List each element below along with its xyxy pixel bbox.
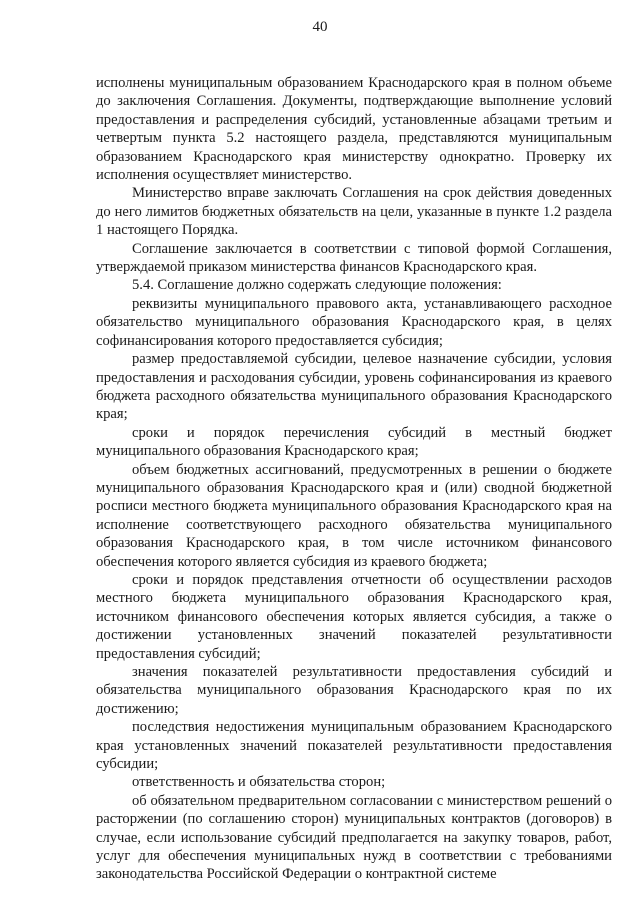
paragraph: Соглашение заключается в соответствии с типовой формой Соглашения, утверждаемой приказом министерства финансов Краснодарского края. [96, 240, 612, 276]
list-item: реквизиты муниципального правового акта, устанавливающего расходное обязательство муниципального образования Краснодарского края, в целях софинансирования которого предоставляется субсидия; [96, 295, 612, 349]
list-item: сроки и порядок представления отчетности об осуществлении расходов местного бюджета муниципального образования Краснодарского края, источником финансового обеспечения которых является субсидия, а также о достижении установленных значений показателей результативности предоставления субсидий; [96, 571, 612, 662]
list-item: об обязательном предварительном согласовании с министерством решений о расторжении (по соглашению сторон) муниципальных контрактов (договоров) в случае, если использование субсидий предполагается на закупку товаров, работ, услуг для обеспечения муниципальных нужд в соответствии с требованиями законодательства Российской Федерации о контрактной системе [96, 792, 612, 883]
list-item: размер предоставляемой субсидии, целевое назначение субсидии, условия предоставления и расходования субсидии, уровень софинансирования из краевого бюджета расходного обязательства муниципального образования Краснодарского края; [96, 351, 612, 423]
section-heading: 5.4. Соглашение должно содержать следующие положения: [132, 277, 502, 294]
page-number: 40 [312, 19, 328, 35]
paragraph: исполнены муниципальным образованием Краснодарского края в полном объеме до заключения Соглашения. Документы, подтверждающие выполнение условий предоставления и распределения субсидий, установленные абзацами третьим и четвертым пункта 5.2 настоящего раздела, представляются муниципальным образованием Краснодарского края министерству однократно. Проверку их исполнения осуществляет министерство. [96, 75, 612, 184]
list-item: последствия недостижения муниципальным образованием Краснодарского края установленных значений показателей результативности предоставления субсидии; [96, 719, 612, 773]
list-item: сроки и порядок перечисления субсидий в местный бюджет муниципального образования Краснодарского края; [96, 424, 612, 460]
list-item: значения показателей результативности предоставления субсидий и обязательства муниципального образования Краснодарского края по их достижению; [96, 664, 612, 717]
paragraph: Министерство вправе заключать Соглашения на срок действия доведенных до него лимитов бюджетных обязательств на цели, указанные в пункте 1.2 раздела 1 настоящего Порядка. [96, 185, 612, 239]
document-body [96, 74, 612, 884]
list-item: ответственность и обязательства сторон; [132, 774, 386, 791]
list-item: объем бюджетных ассигнований, предусмотренных в решении о бюджете муниципального образования Краснодарского края и (или) сводной бюджетной росписи местного бюджета муниципального образования Краснодарского края на исполнение соответствующего расходного обязательства муниципального образования Краснодарского края, в том числе источником финансового обеспечения которого является субсидия из краевого бюджета; [96, 461, 612, 570]
